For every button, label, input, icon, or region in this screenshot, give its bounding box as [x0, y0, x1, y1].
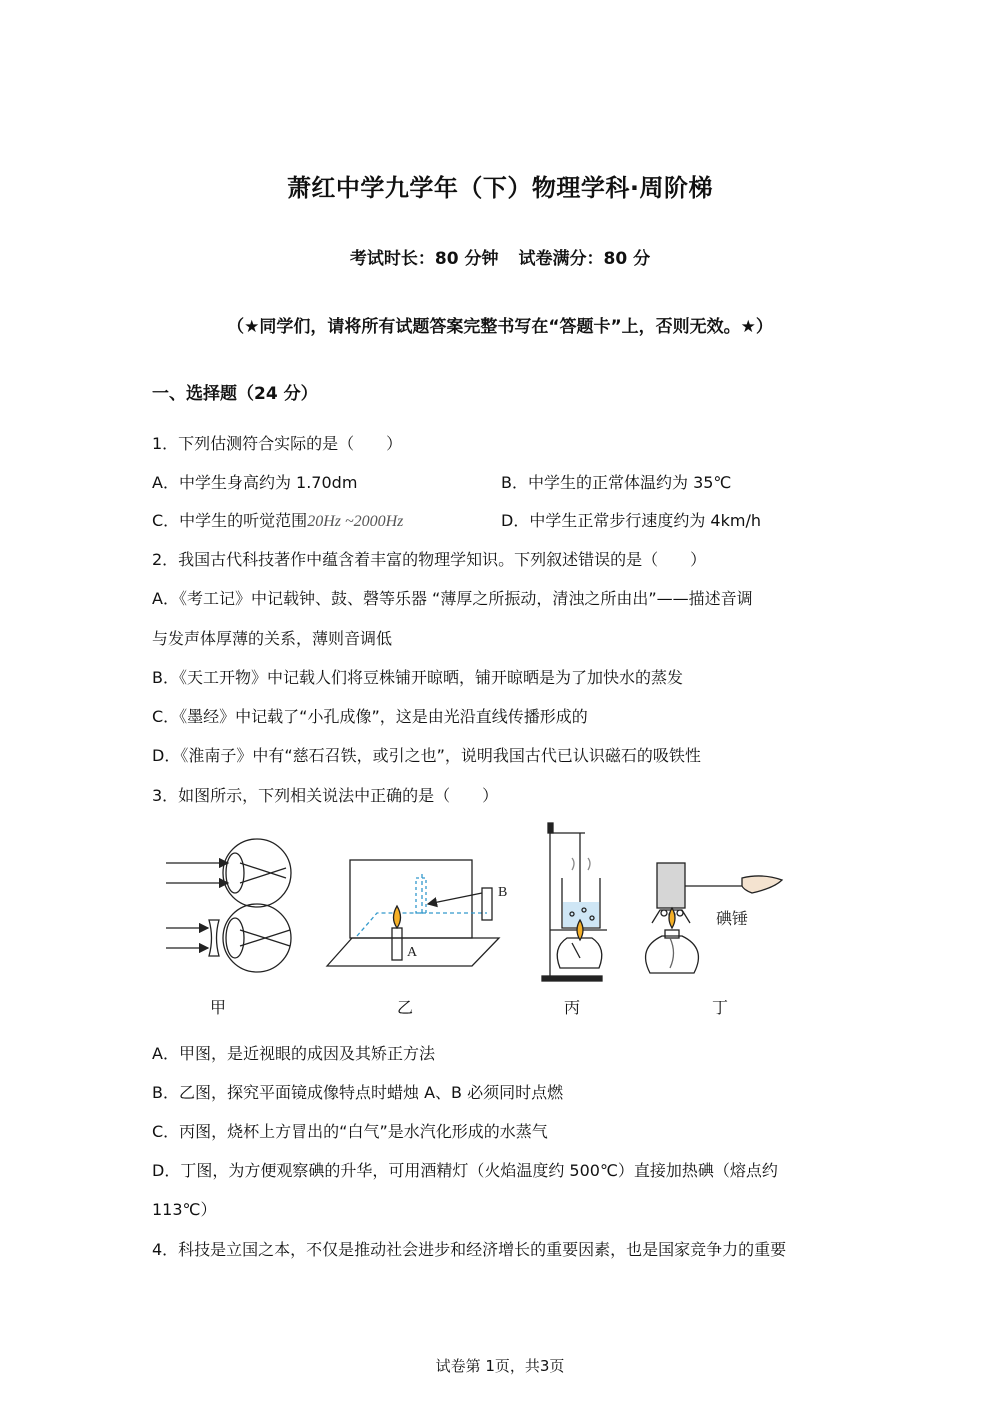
q3-figure	[152, 818, 852, 1018]
q2-option-c: C．《墨经》中记载了“小孔成像”，这是由光沿直线传播形成的	[152, 707, 588, 726]
q3-option-a: A．甲图，是近视眼的成因及其矫正方法	[152, 1044, 435, 1063]
q2-option-a-line1: A．《考工记》中记载钟、鼓、磬等乐器 “薄厚之所振动，清浊之所由出”——描述音调	[152, 589, 753, 608]
figure-label-jia: 甲	[210, 998, 227, 1017]
boiling-diagram-bing	[542, 823, 607, 981]
q3-stem: 3．如图所示，下列相关说法中正确的是（ ）	[152, 786, 499, 805]
iodine-diagram-ding	[646, 863, 782, 973]
section-heading: 一、选择题（24 分）	[152, 384, 318, 404]
q1-stem: 1．下列估测符合实际的是（ ）	[152, 434, 403, 453]
q2-stem: 2．我国古代科技著作中蕴含着丰富的物理学知识。下列叙述错误的是（ ）	[152, 550, 707, 569]
exam-info	[0, 244, 1000, 269]
q1-option-a: A．中学生身高约为 1.70dm	[152, 473, 358, 492]
q2-option-d: D．《淮南子》中有“慈石召铁，或引之也”，说明我国古代已认识磁石的吸铁性	[152, 746, 701, 765]
q1-option-c-math: 20Hz ~2000Hz	[307, 513, 404, 530]
q1-option-b: B．中学生的正常体温约为 35℃	[501, 473, 732, 492]
q1-option-c	[152, 510, 403, 533]
q2-option-b: B．《天工开物》中记载人们将豆株铺开晾晒，铺开晾晒是为了加快水的蒸发	[152, 668, 683, 687]
q1-option-c-text: C．中学生的听觉范围	[152, 511, 308, 530]
candle-b-label: B	[498, 885, 508, 900]
candle-a-label: A	[407, 945, 418, 960]
q4-stem: 4．科技是立国之本，不仅是推动社会进步和经济增长的重要因素，也是国家竞争力的重要	[152, 1240, 787, 1259]
q2-option-a-line2: 与发声体厚薄的关系，薄则音调低	[152, 629, 393, 648]
q3-option-b: B．乙图，探究平面镜成像特点时蜡烛 A、B 必须同时点燃	[152, 1083, 564, 1102]
figure-label-bing: 丙	[564, 998, 581, 1017]
q3-option-d-line2: 113℃）	[152, 1200, 217, 1219]
figure-label-ding: 丁	[712, 998, 729, 1017]
figure-label-yi: 乙	[397, 998, 414, 1017]
exam-duration: 考试时长：80 分钟	[349, 249, 499, 269]
page-footer: 试卷第 1页，共3页	[435, 1357, 565, 1375]
exam-notice: （★同学们，请将所有试题答案完整书写在“答题卡”上，否则无效。★）	[227, 317, 773, 337]
q3-option-c: C．丙图，烧杯上方冒出的“白气”是水汽化形成的水蒸气	[152, 1122, 548, 1141]
q3-option-d-line1: D．丁图，为方便观察碘的升华，可用酒精灯（火焰温度约 500℃）直接加热碘（熔点约	[152, 1161, 778, 1180]
page-title: 萧红中学九学年（下）物理学科·周阶梯	[286, 174, 714, 202]
iodine-hammer-label: 碘锤	[716, 909, 749, 928]
eye-diagram-jia	[166, 839, 291, 972]
exam-full-score: 试卷满分：80 分	[518, 249, 651, 269]
q1-option-d: D．中学生正常步行速度约为 4km/h	[501, 511, 761, 530]
